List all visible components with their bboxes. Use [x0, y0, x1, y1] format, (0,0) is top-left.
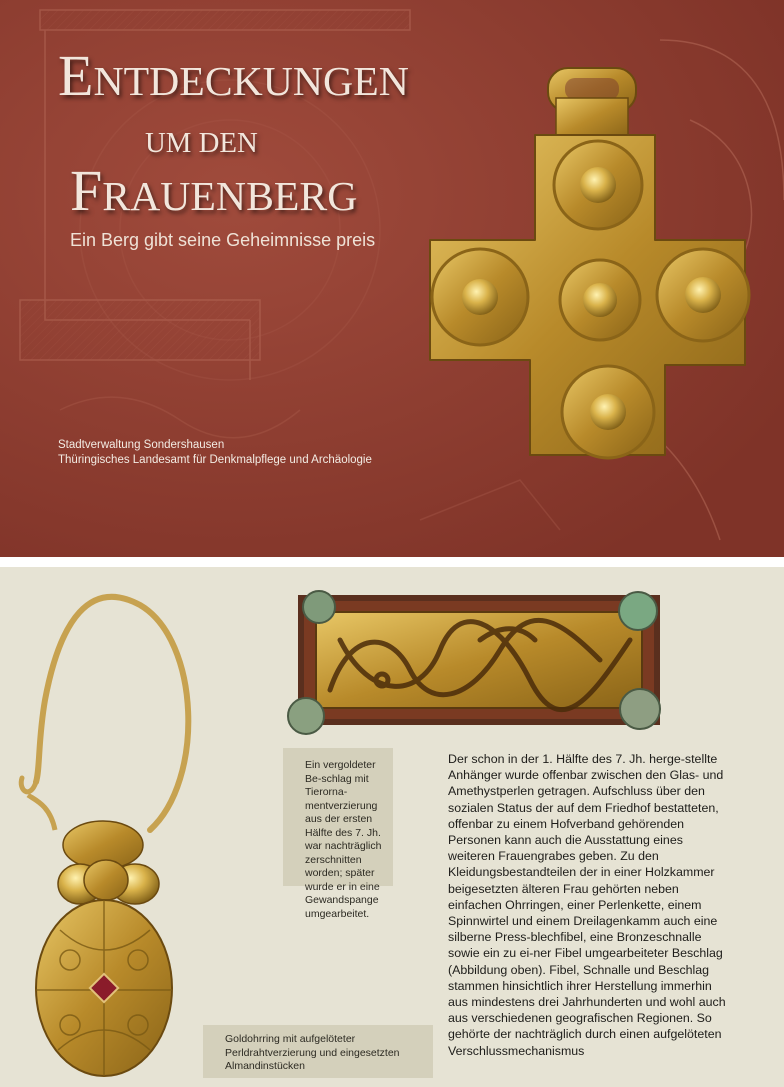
- title-line-2: UM DEN: [145, 127, 258, 159]
- gold-earring-image: [21, 597, 188, 1076]
- gilded-mount-image: [288, 591, 660, 734]
- caption-earring: Goldohrring mit aufgelöteter Perldrahtverzierung und eingesetzten Almandinstücken: [203, 1025, 433, 1078]
- caption-mount: Ein vergoldeter Be-schlag mit Tierorna-mentverzierung aus der ersten Hälfte des 7. Jh. war nachträglich zerschnitten worden; später wurde er in eine Gewandspange umgearbeitet.: [283, 748, 393, 886]
- body-paragraph: Der schon in der 1. Hälfte des 7. Jh. herge-stellte Anhänger wurde offenbar zwischen den Glas- und Amethystperlen getragen. Aufschluss über den sozialen Status der auf dem Friedhof bestatteten, offenbar zu einem Hofverband gehörenden Personen kann auch die Ausstattung eines weiteren Frauengrabes geben. Zu den Kleidungsbestandteilen der in einer Holzkammer beigesetzten älteren Frau gehörten neben einfachen Ohrringen, einer Perlenkette, einem Spinnwirtel und einem Dreilagenkamm auch eine silberne Press-blechfibel, eine Bronzeschnalle sowie ein zu ei-ner Fibel umgearbeiteter Beschlag (Abbildung oben). Fibel, Schnalle und Beschlag stammen hinsichtlich ihrer Herstellung immerhin aus mindestens drei Jahrhunderten und wohl auch aus verschiedenen geografischen Regionen. So gehörte der nachträglich durch einen aufgelöteten Verschlussmechanismus: [448, 752, 726, 1058]
- publishers-block: [58, 438, 372, 468]
- title-line-3: FRAUENBERG: [70, 158, 358, 223]
- publisher-line: Stadtverwaltung Sondershausen: [58, 439, 225, 451]
- title-line-1: ENTDECKUNGEN: [58, 43, 409, 108]
- cover-subtitle: Ein Berg gibt seine Geheimnisse preis: [70, 230, 376, 250]
- publisher-line: Thüringisches Landesamt für Denkmalpflege und Archäologie: [58, 454, 372, 466]
- section-divider: [0, 557, 784, 567]
